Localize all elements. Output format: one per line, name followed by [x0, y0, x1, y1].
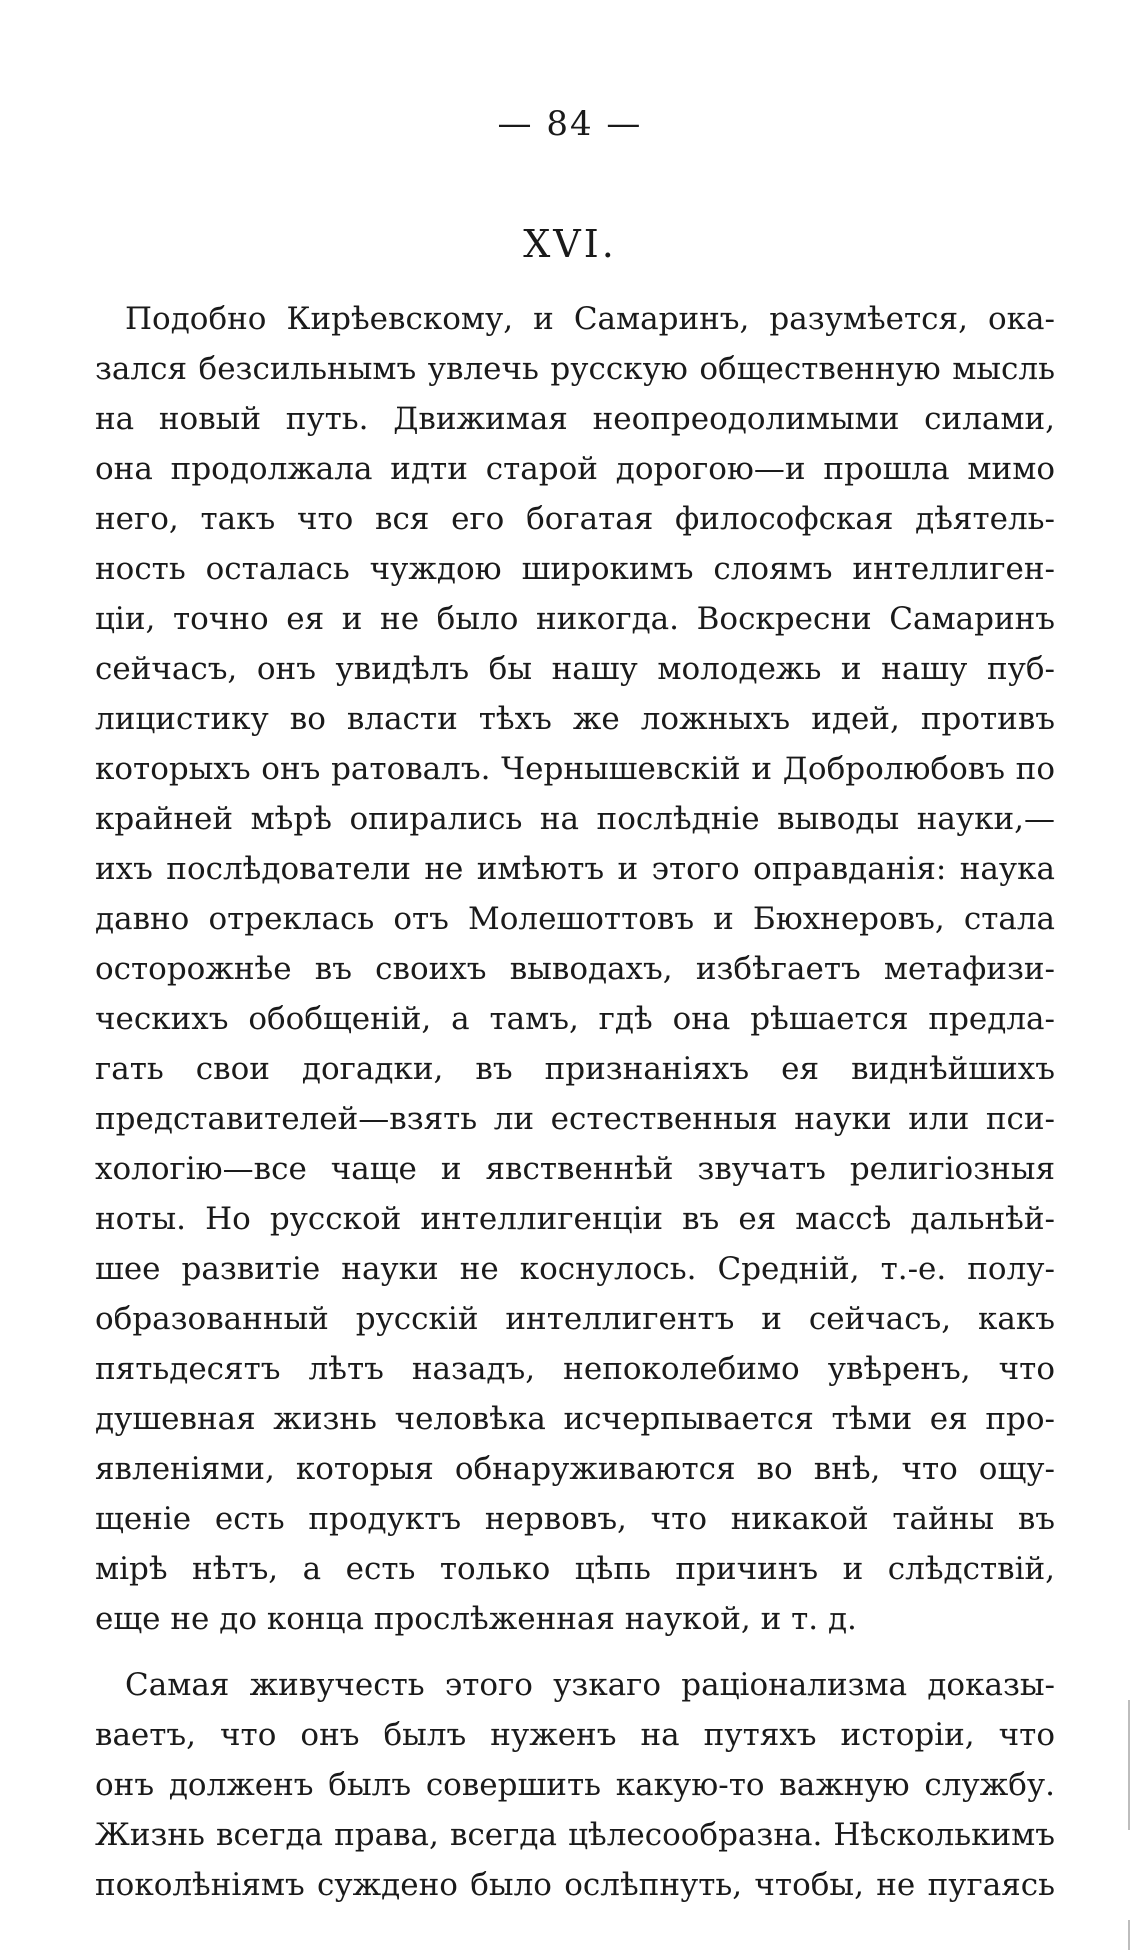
- text-line: щеніе есть продуктъ нервовъ, что никакой тайны въ: [95, 1501, 1055, 1537]
- text-line: него, такъ что вся его богатая философская дѣятель-: [95, 501, 1055, 537]
- text-line: гать свои догадки, въ признаніяхъ ея виднѣйшихъ: [95, 1051, 1055, 1087]
- text-line: явленіями, которыя обнаруживаются во внѣ, что ощу-: [95, 1451, 1055, 1487]
- text-line: лицистику во власти тѣхъ же ложныхъ идей, противъ: [95, 701, 1055, 737]
- text-line: Самая живучесть этого узкаго раціонализма доказы-: [125, 1667, 1055, 1703]
- text-line: ціи, точно ея и не было никогда. Воскресни Самаринъ: [95, 601, 1055, 637]
- text-line: она продолжала идти старой дорогою—и прошла мимо: [95, 451, 1055, 487]
- text-line: хологію—все чаще и явственнѣй звучатъ религіозныя: [95, 1151, 1055, 1187]
- text-line: давно отреклась отъ Молешоттовъ и Бюхнеровъ, стала: [95, 901, 1055, 937]
- text-line: еще не до конца прослѣженная наукой, и т. д.: [95, 1601, 857, 1637]
- text-line: Подобно Кирѣевскому, и Самаринъ, разумѣется, ока-: [125, 301, 1055, 337]
- text-line: ваетъ, что онъ былъ нуженъ на путяхъ исторіи, что: [95, 1717, 1055, 1753]
- text-line: образованный русскій интеллигентъ и сейчасъ, какъ: [95, 1301, 1055, 1337]
- text-line: шее развитіе науки не коснулось. Средній, т.-е. полу-: [95, 1251, 1055, 1287]
- paragraph-1: [95, 294, 1055, 1644]
- text-line: сейчасъ, онъ увидѣлъ бы нашу молодежь и нашу пуб-: [95, 651, 1055, 687]
- text-line: представителей—взять ли естественныя науки или пси-: [95, 1101, 1055, 1137]
- chapter-heading: XVI.: [523, 222, 617, 266]
- text-line: ихъ послѣдователи не имѣютъ и этого оправданія: наука: [95, 851, 1055, 887]
- page-number: — 84 —: [497, 104, 643, 144]
- text-line: мірѣ нѣтъ, а есть только цѣпь причинъ и слѣдствій,: [95, 1551, 1055, 1587]
- paragraph-2: [95, 1660, 1055, 1910]
- text-line: Жизнь всегда права, всегда цѣлесообразна. Нѣсколькимъ: [95, 1817, 1055, 1853]
- text-line: онъ долженъ былъ совершить какую-то важную службу.: [95, 1767, 1055, 1803]
- text-line: душевная жизнь человѣка исчерпывается тѣми ея про-: [95, 1401, 1055, 1437]
- text-line: поколѣніямъ суждено было ослѣпнуть, чтобы, не пугаясь: [95, 1867, 1055, 1903]
- text-line: пятьдесятъ лѣтъ назадъ, непоколебимо увѣренъ, что: [95, 1351, 1055, 1387]
- margin-scan-mark: [1128, 1920, 1130, 1950]
- text-line: ноты. Но русской интеллигенціи въ ея массѣ дальнѣй-: [95, 1201, 1055, 1237]
- text-line: крайней мѣрѣ опирались на послѣдніе выводы науки,—: [95, 801, 1055, 837]
- text-line: ность осталась чуждою широкимъ слоямъ интеллиген-: [95, 551, 1055, 587]
- text-line: осторожнѣе въ своихъ выводахъ, избѣгаетъ метафизи-: [95, 951, 1055, 987]
- text-line: которыхъ онъ ратовалъ. Чернышевскій и Добролюбовъ по: [95, 751, 1055, 787]
- margin-scan-mark: [1128, 1700, 1130, 1830]
- text-line: зался безсильнымъ увлечь русскую общественную мысль: [95, 351, 1055, 387]
- text-line: на новый путь. Движимая неопреодолимыми силами,: [95, 401, 1055, 437]
- text-line: ческихъ обобщеній, а тамъ, гдѣ она рѣшается предла-: [95, 1001, 1055, 1037]
